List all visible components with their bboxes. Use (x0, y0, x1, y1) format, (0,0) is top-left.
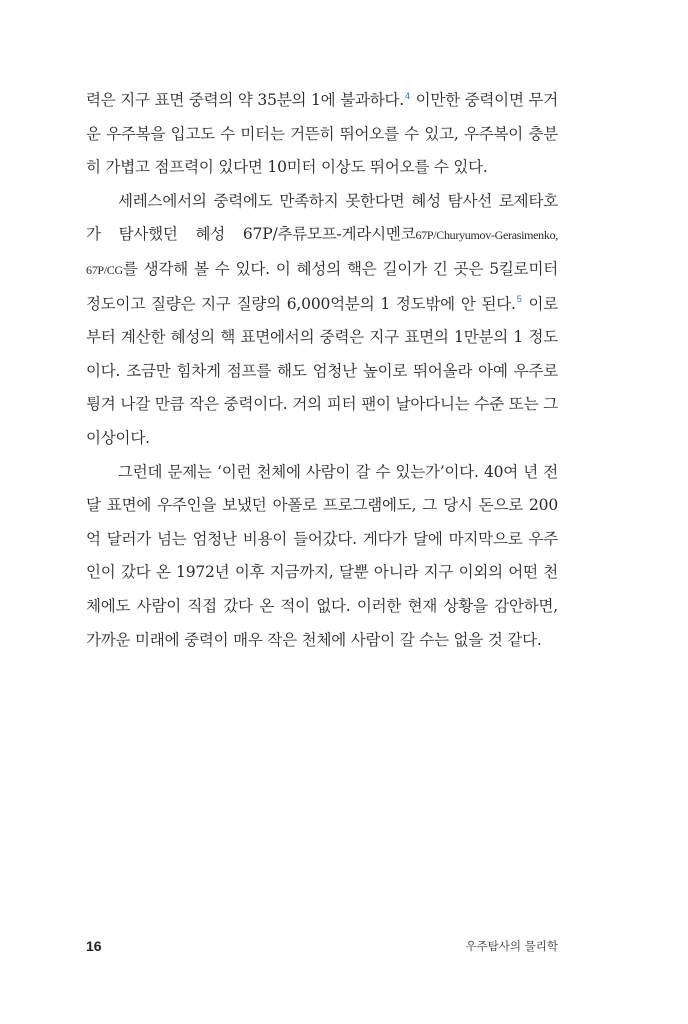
body-text (86, 84, 558, 657)
paragraph (86, 185, 558, 456)
running-title: 우주탐사의 물리학 (465, 939, 558, 953)
page-number: 16 (86, 938, 102, 954)
latin-name: 67P/Churyumov-Gerasimenko, 67P/CG (86, 228, 558, 277)
footnote-marker: 4 (405, 90, 410, 101)
paragraph (86, 84, 558, 185)
text-run: 력은 지구 표면 중력의 약 35분의 1에 불과하다. (86, 91, 405, 109)
text-run: 세레스에서의 중력에도 만족하지 못한다면 혜성 탐사선 로제타호가 탐사했던 혜성 67P/추류모프-게라시멘코 (86, 191, 558, 244)
footnote-marker: 5 (516, 294, 522, 305)
page-footer (86, 938, 558, 958)
text-run: 이로부터 계산한 혜성의 핵 표면에서의 중력은 지구 표면의 1만분의 1 정도이다. 조금만 힘차게 점프를 해도 엄청난 높이로 뛰어올라 아예 우주로 튕겨 나갈 만큼 작은 중력이다. 거의 피터 팬이 날아다니는 수준 또는 그 이상이다. (86, 294, 558, 447)
text-run: 를 생각해 볼 수 있다. 이 혜성의 핵은 길이가 긴 곳은 5킬로미터 정도이고 질량은 지구 질량의 6,000억분의 1 정도밖에 안 된다. (86, 259, 558, 313)
text-run: 이만한 중력이면 무거운 우주복을 입고도 수 미터는 거뜬히 뛰어오를 수 있고, 우주복이 충분히 가볍고 점프력이 있다면 10미터 이상도 뛰어오를 수 있다. (86, 91, 558, 177)
text-run: 그런데 문제는 ‘이런 천체에 사람이 갈 수 있는가’이다. 40여 년 전 달 표면에 우주인을 보냈던 아폴로 프로그램에도, 그 당시 돈으로 200억 달러가 넘는 엄청난 비용이 들어갔다. 게다가 달에 마지막으로 우주인이 갔다 온 1972년 이후 지금까지, 달뿐 아니라 지구 이외의 어떤 천체에도 사람이 직접 갔다 온 적이 없다. 이러한 현재 상황을 감안하면, 가까운 미래에 중력이 매우 작은 천체에 사람이 갈 수는 없을 것 같다. (86, 462, 558, 649)
paragraph (86, 456, 558, 658)
